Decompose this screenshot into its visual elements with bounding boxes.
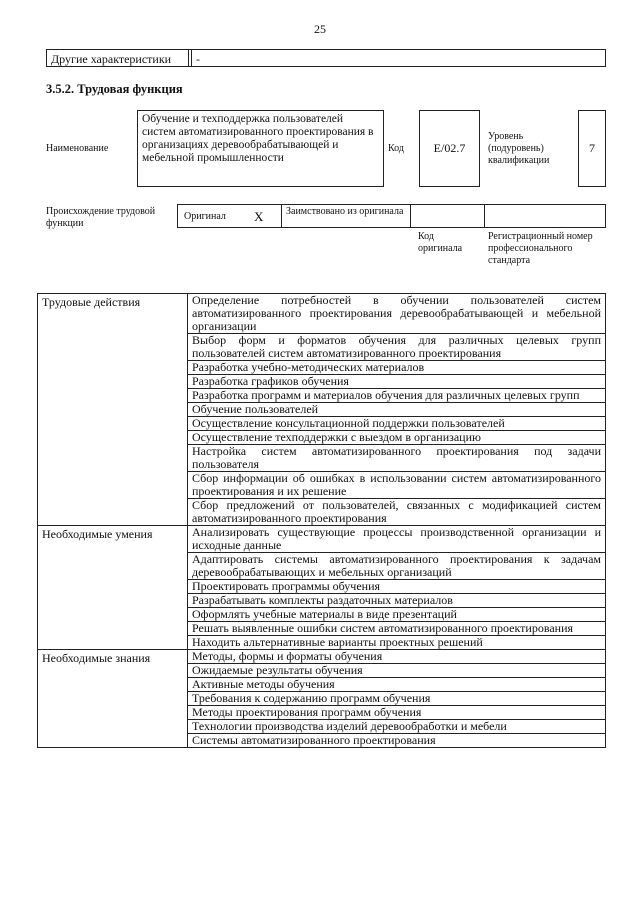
code-original-label: Код оригинала: [418, 231, 463, 254]
item-cell: Решать выявленные ошибки систем автоматизированного проектирования: [188, 622, 606, 636]
function-name-box: Обучение и техподдержка пользователей систем автоматизированного проектирования в организациях деревообрабатывающей и мебельной промышленности: [137, 110, 384, 187]
item-cell: Требования к содержанию программ обучения: [188, 692, 606, 706]
name-label: Наименование: [46, 143, 109, 154]
item-cell: Разработка учебно-методических материалов: [188, 361, 606, 375]
item-cell: Находить альтернативные варианты проектных решений: [188, 636, 606, 650]
category-cell: Необходимые умения: [38, 526, 188, 650]
table-row: [38, 650, 606, 664]
item-cell: Осуществление техподдержки с выездом в организацию: [188, 431, 606, 445]
code-label: Код: [388, 143, 404, 154]
item-cell: Настройка систем автоматизированного проектирования под задачи пользователя: [188, 445, 606, 472]
table-row: [38, 294, 606, 334]
item-cell: Методы проектирования программ обучения: [188, 706, 606, 720]
item-cell: Активные методы обучения: [188, 678, 606, 692]
item-cell: Разрабатывать комплекты раздаточных материалов: [188, 594, 606, 608]
item-cell: Анализировать существующие процессы производственной организации и исходные данные: [188, 526, 606, 553]
item-cell: Определение потребностей в обучении пользователей систем автоматизированного проектирования деревообрабатывающей и мебельной организации: [188, 294, 606, 334]
level-value: 7: [578, 110, 606, 187]
divider: [188, 50, 189, 66]
item-cell: Проектировать программы обучения: [188, 580, 606, 594]
table-row: [38, 526, 606, 553]
level-label: Уровень (подуровень) квалификации: [488, 131, 550, 166]
reg-number-label: Регистрационный номер профессионального стандарта: [488, 231, 593, 266]
other-characteristics-label: Другие характеристики: [51, 52, 172, 66]
item-cell: Осуществление консультационной поддержки пользователей: [188, 417, 606, 431]
item-cell: Ожидаемые результаты обучения: [188, 664, 606, 678]
origin-label: Происхождение трудовой функции: [46, 206, 156, 229]
category-cell: Необходимые знания: [38, 650, 188, 748]
divider: [484, 205, 485, 227]
divider: [410, 205, 411, 227]
item-cell: Выбор форм и форматов обучения для различных целевых групп пользователей систем автоматизированного проектирования: [188, 334, 606, 361]
section-title: 3.5.2. Трудовая функция: [46, 82, 183, 96]
item-cell: Оформлять учебные материалы в виде презентаций: [188, 608, 606, 622]
item-cell: Обучение пользователей: [188, 403, 606, 417]
page-number: 25: [314, 22, 326, 36]
labor-function-table: [37, 293, 606, 748]
item-cell: Разработка программ и материалов обучения для различных целевых групп: [188, 389, 606, 403]
item-cell: Адаптировать системы автоматизированного проектирования к задачам деревообрабатывающих и мебельных организаций: [188, 553, 606, 580]
item-cell: Разработка графиков обучения: [188, 375, 606, 389]
origin-table: [177, 204, 606, 228]
borrowed-label: Заимствовано из оригинала: [286, 206, 404, 217]
item-cell: Технологии производства изделий деревообработки и мебели: [188, 720, 606, 734]
original-mark: X: [254, 209, 264, 224]
category-cell: Трудовые действия: [38, 294, 188, 526]
original-label: Оригинал: [184, 211, 226, 222]
divider: [281, 205, 282, 227]
divider: [191, 50, 192, 66]
code-value: E/02.7: [419, 110, 480, 187]
item-cell: Сбор предложений от пользователей, связанных с модификацией систем автоматизированного проектирования: [188, 499, 606, 526]
other-characteristics-row: [46, 49, 606, 67]
other-characteristics-value: -: [196, 52, 200, 66]
item-cell: Системы автоматизированного проектирования: [188, 734, 606, 748]
item-cell: Сбор информации об ошибках в использовании систем автоматизированного проектирования и их решение: [188, 472, 606, 499]
item-cell: Методы, формы и форматы обучения: [188, 650, 606, 664]
